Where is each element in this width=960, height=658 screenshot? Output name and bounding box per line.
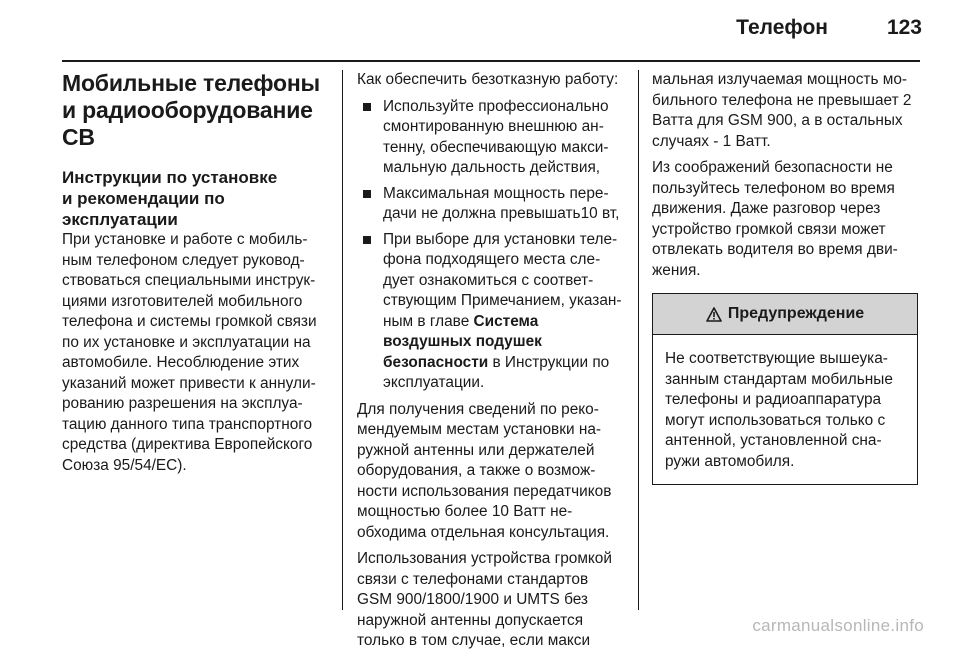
watermark: carmanualsonline.info <box>752 616 924 635</box>
sub-heading-line-2: и рекомендации по <box>62 189 225 208</box>
list-item <box>357 230 625 394</box>
list-item-text: Используйте профессионально смонтированную внешнюю антенну, обеспечивающую максимальную дальность действия, <box>383 97 609 176</box>
list-item <box>357 97 625 179</box>
requirements-list <box>357 97 625 394</box>
list-item-text-before: При выборе для установки телефона подходящего места следует ознакомиться с соответствующим Примечанием, указанным в главе <box>383 230 622 330</box>
middle-intro: Как обеспечить безотказную работу: <box>357 71 619 88</box>
warning-title: Предупреждение <box>727 304 865 322</box>
sub-heading-line-3: эксплуатации <box>62 210 178 229</box>
column-divider-2 <box>638 70 639 610</box>
middle-paragraph-1: Для получения сведений по рекомендуемым местам установки наружной антенны или держателей оборудования, а также о возможности использования передатчиков мощностью более 10 Ватт необходима отдельная консультация. <box>357 400 612 541</box>
right-column <box>652 70 922 485</box>
page-header <box>0 0 960 62</box>
bullet-square-icon <box>363 236 371 244</box>
section-title: Телефон <box>736 16 828 39</box>
main-heading-line-2: и радиооборудование СВ <box>62 97 313 150</box>
middle-column <box>357 70 625 658</box>
left-column <box>62 70 330 482</box>
bullet-square-icon <box>363 103 371 111</box>
warning-triangle-icon <box>706 307 722 322</box>
sub-heading-line-1: Инструкции по установке <box>62 168 278 187</box>
middle-paragraph-2: Использования устройства громкой связи с телефонами стандартов GSM 900/1800/1900 и UMTS без наружной антенны допускается только в том случае, если макси <box>357 550 612 649</box>
page-number: 123 <box>886 16 922 39</box>
list-item-text: Максимальная мощность передачи не должна превышать10 вт, <box>383 184 620 222</box>
right-paragraph-2: Из соображений безопасности не пользуйтесь телефоном во время движения. Даже разговор через устройство громкой связи может отвлекать водителя во время движения. <box>652 159 898 279</box>
right-paragraph-1: мальная излучаемая мощность мобильного телефона не превышает 2 Ватта для GSM 900, а в остальных случаях - 1 Ватт. <box>652 71 912 150</box>
warning-text: Не соответствующие вышеуказанным стандартам мобильные телефоны и радиоаппаратура могут использоваться только с антенной, установленной снаружи автомобиля. <box>665 350 893 470</box>
column-divider-1 <box>342 70 343 610</box>
left-body-paragraph: При установке и работе с мобильным телефоном следует руководствоваться специальными инструкциями изготовителей мобильного телефона и системы громкой связи по их установке и эксплуатации на автомобиле. Несоблюдение этих указаний может привести к аннулированию разрешения на эксплуатацию данного типа транспортного средства (директива Европейского Союза 95/54/ЕС). <box>62 231 317 474</box>
bullet-square-icon <box>363 190 371 198</box>
list-item-text-after: в Инструкции по эксплуатации. <box>383 353 610 391</box>
sub-heading <box>62 167 330 230</box>
warning-header <box>653 294 917 335</box>
warning-box <box>652 293 918 485</box>
main-heading-line-1: Мобильные телефоны <box>62 70 320 96</box>
airbag-chapter-link: Система воздушных подушек безопасности <box>383 312 542 371</box>
header-rule <box>62 60 920 62</box>
list-item <box>357 184 625 225</box>
main-heading <box>62 70 330 151</box>
